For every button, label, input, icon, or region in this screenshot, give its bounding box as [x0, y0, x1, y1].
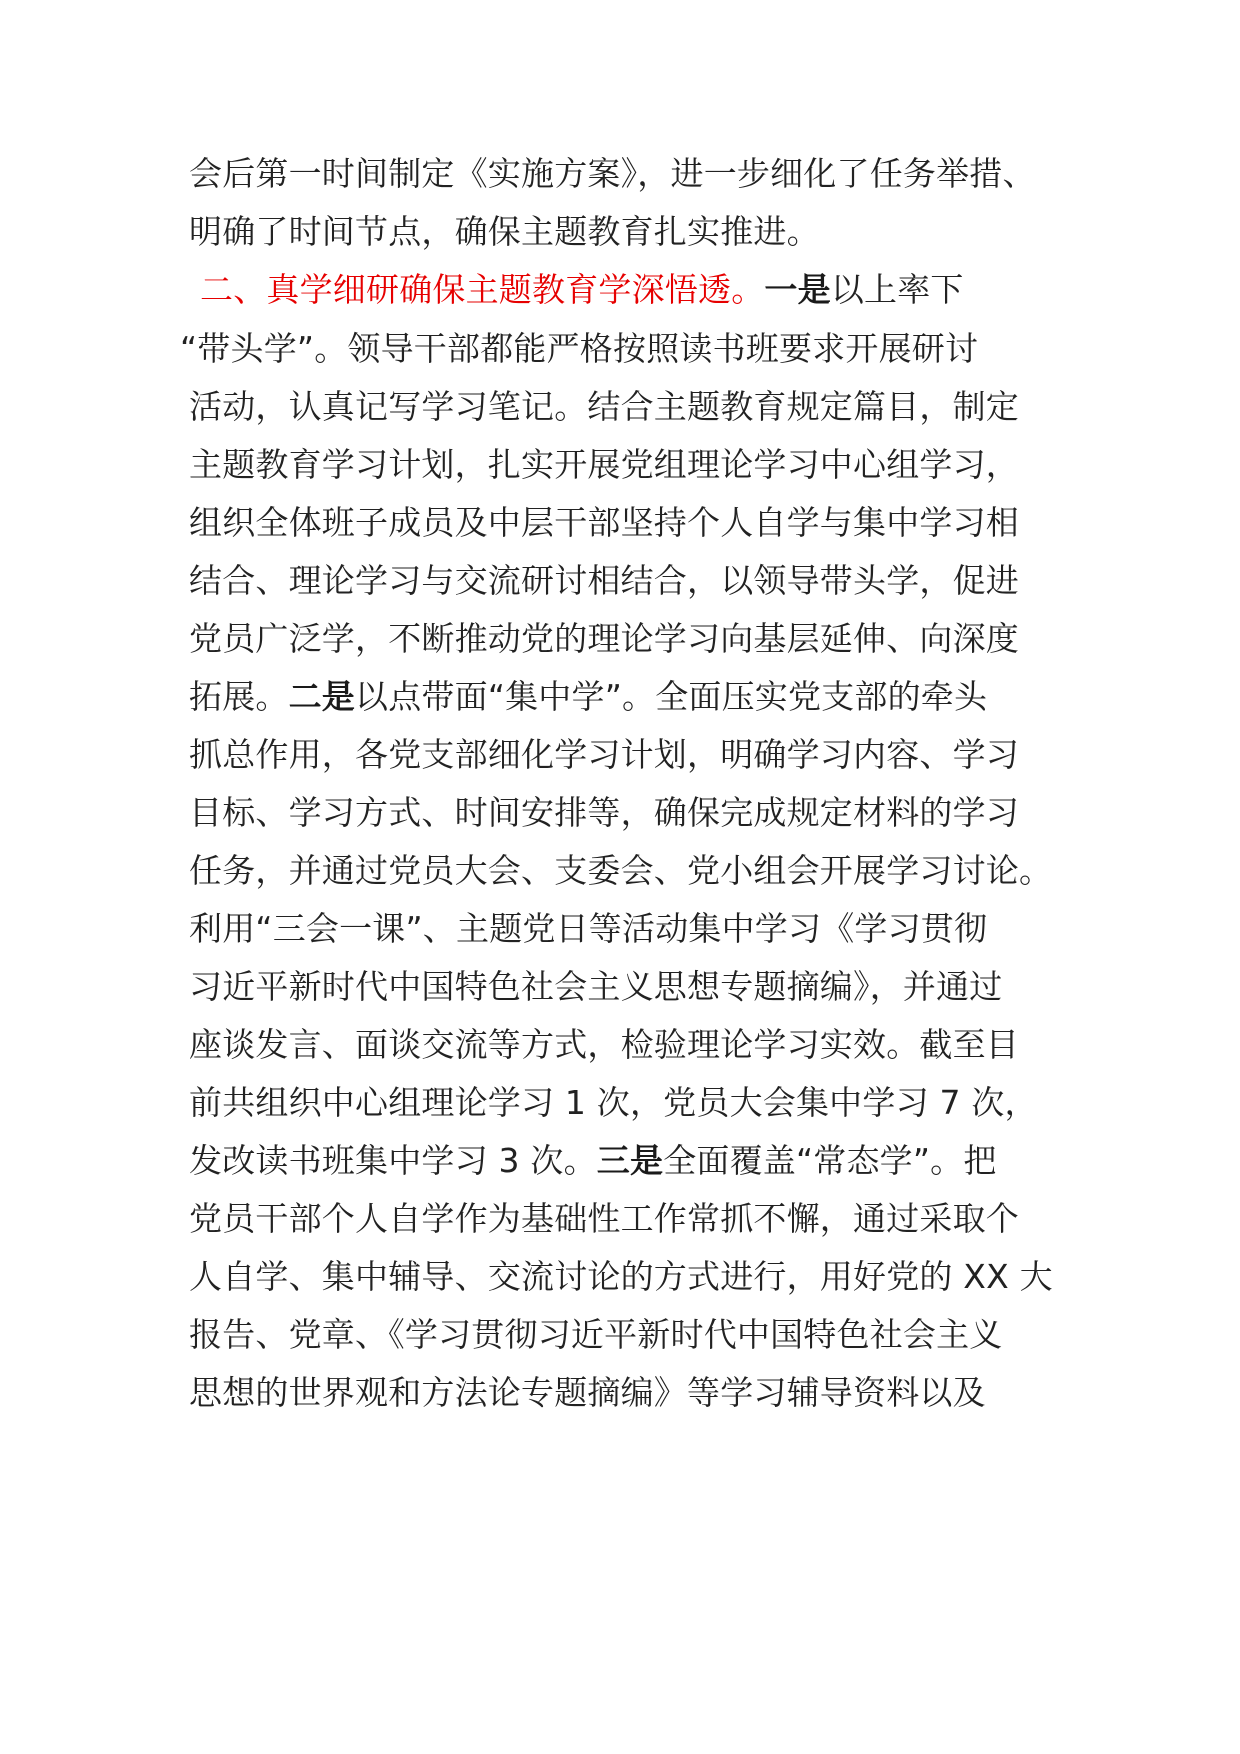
text-line-16: 座谈发言、面谈交流等方式，检验理论学习实效。截至目	[189, 1025, 1019, 1064]
text-line-8: 结合、理论学习与交流研讨相结合，以领导带头学，促进	[189, 561, 1019, 600]
text-line-18	[189, 1141, 997, 1181]
text-line-22: 思想的世界观和方法论专题摘编》等学习辅导资料以及	[189, 1373, 986, 1412]
text-line-5: 活动，认真记写学习笔记。结合主题教育规定篇目，制定	[189, 387, 1019, 426]
text-line-2: 明确了时间节点，确保主题教育扎实推进。	[189, 212, 820, 251]
text-line-4: “带头学”。领导干部都能严格按照读书班要求开展研讨	[180, 329, 979, 368]
text-line-20: 人自学、集中辅导、交流讨论的方式进行，用好党的 XX 大	[189, 1257, 1053, 1296]
text-line-13: 任务，并通过党员大会、支委会、党小组会开展学习讨论。	[189, 851, 1053, 890]
text-line-9: 党员广泛学，不断推动党的理论学习向基层延伸、向深度	[189, 619, 1019, 658]
text-line-12: 目标、学习方式、时间安排等，确保完成规定材料的学习	[189, 793, 1019, 832]
text-line-18-rest: 全面覆盖“常态学”。把	[663, 1141, 997, 1180]
text-line-7: 组织全体班子成员及中层干部坚持个人自学与集中学习相	[189, 503, 1019, 542]
text-line-3-rest: 以上率下	[830, 270, 964, 309]
text-line-17: 前共组织中心组理论学习 1 次，党员大会集中学习 7 次，	[189, 1083, 1038, 1122]
text-line-3	[200, 270, 964, 310]
text-line-15: 习近平新时代中国特色社会主义思想专题摘编》，并通过	[189, 967, 1003, 1006]
text-line-21: 报告、党章、《学习贯彻习近平新时代中国特色社会主义	[189, 1315, 1003, 1354]
text-line-10-rest: 以点带面“集中学”。全面压实党支部的牵头	[355, 677, 988, 716]
text-line-19: 党员干部个人自学作为基础性工作常抓不懈，通过采取个	[189, 1199, 1019, 1238]
text-line-14: 利用“三会一课”、主题党日等活动集中学习《学习贯彻	[189, 909, 988, 948]
text-line-10	[189, 677, 987, 717]
text-line-11: 抓总作用，各党支部细化学习计划，明确学习内容、学习	[189, 735, 1019, 774]
point-marker-2: 二是	[288, 677, 356, 716]
section-heading: 二、真学细研确保主题教育学深悟透。	[200, 270, 765, 309]
point-marker-1: 一是	[764, 270, 831, 309]
text-line-10-pre: 拓展。	[189, 677, 289, 716]
text-line-6: 主题教育学习计划，扎实开展党组理论学习中心组学习，	[189, 445, 1019, 484]
text-line-18-pre: 发改读书班集中学习 3 次。	[189, 1141, 597, 1180]
point-marker-3: 三是	[596, 1141, 664, 1180]
text-line-1: 会后第一时间制定《实施方案》，进一步细化了任务举措、	[189, 154, 1036, 193]
